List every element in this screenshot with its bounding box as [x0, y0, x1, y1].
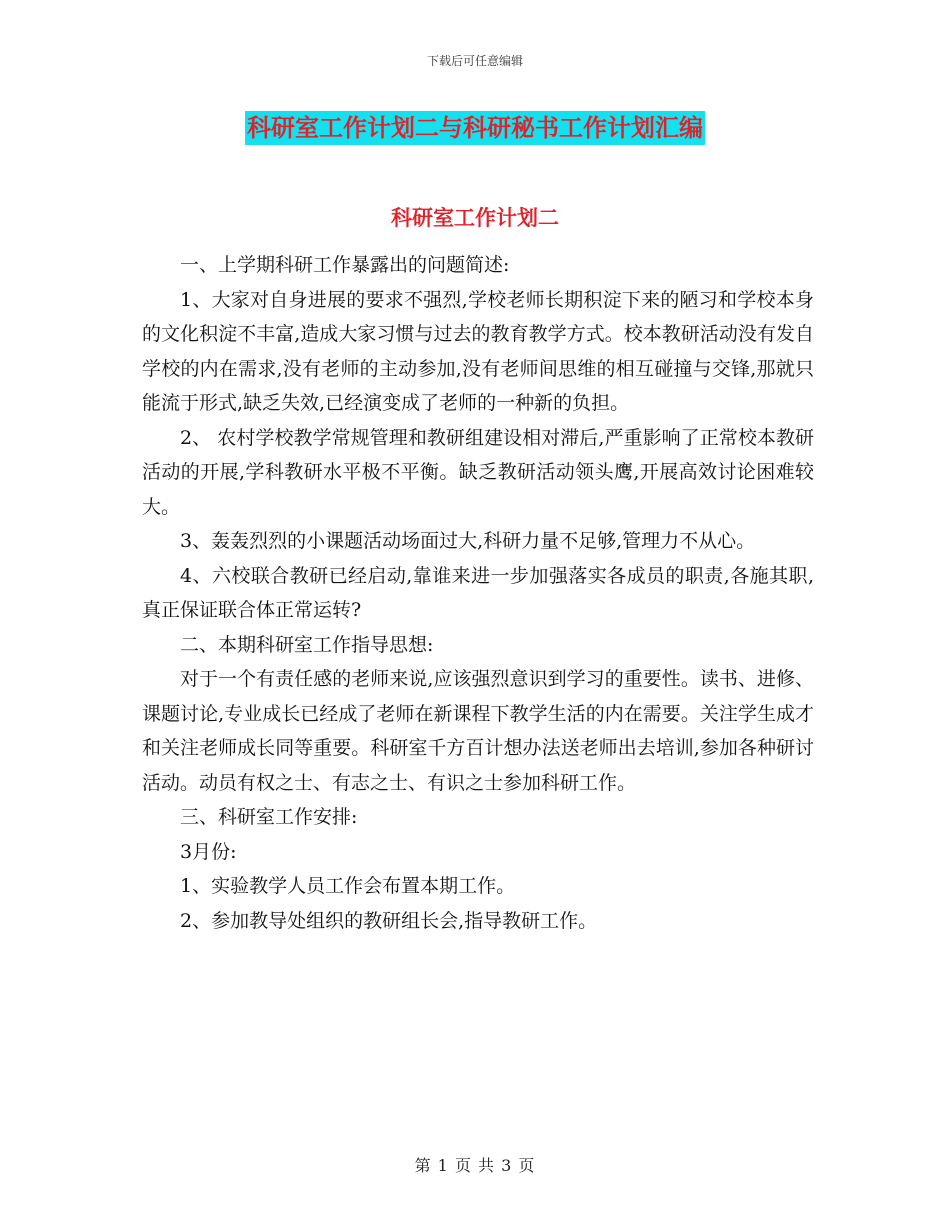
- paragraph: 二、本期科研室工作指导思想:: [180, 633, 434, 656]
- document-main-title: [0, 111, 950, 145]
- paragraph: 三、科研室工作安排:: [180, 806, 358, 828]
- paragraph: 对于一个有责任感的老师来说,应该强烈意识到学习的重要性。读书、进修、课题讨论,专业成长已经成了老师在新课程下教学生活的内在需要。关注学生成才和关注老师成长同等重要。科研室千方百计想办法送老师出去培训,参加各种研讨活动。动员有权之士、有志之士、有识之士参加科研工作。: [142, 668, 814, 794]
- paragraph: 2、参加教导处组织的教研组长会,指导教研工作。: [180, 909, 598, 932]
- paragraph: 一、上学期科研工作暴露出的问题简述:: [180, 254, 510, 276]
- page-header-note: 下载后可任意编辑: [426, 54, 523, 68]
- document-body: [142, 248, 814, 938]
- paragraph: 1、大家对自身进展的要求不强烈,学校老师长期积淀下来的陋习和学校本身的文化积淀不丰富,造成大家习惯与过去的教育教学方式。校本教研活动没有发自学校的内在需求,没有老师的主动参加,没有老师间思维的相互碰撞与交锋,那就只能流于形式,缺乏失效,已经演变成了老师的一种新的负担。: [142, 288, 814, 414]
- paragraph: 3、轰轰烈烈的小课题活动场面过大,科研力量不足够,管理力不从心。: [180, 530, 756, 552]
- page-number: 第 1 页 共 3 页: [414, 1156, 536, 1175]
- main-title-text: 科研室工作计划二与科研秘书工作计划汇编: [245, 111, 705, 145]
- paragraph: 4、六校联合教研已经启动,靠谁来进一步加强落实各成员的职责,各施其职,真正保证联合体正常运转?: [142, 564, 814, 621]
- section-title: 科研室工作计划二: [391, 206, 559, 230]
- paragraph: 1、实验教学人员工作会布置本期工作。: [180, 875, 516, 897]
- paragraph: 3月份:: [180, 840, 237, 863]
- paragraph: 2、 农村学校教学常规管理和教研组建设相对滞后,严重影响了正常校本教研活动的开展,学科教研水平极不平衡。缺乏教研活动领头鹰,开展高效讨论困难较大。: [142, 426, 814, 518]
